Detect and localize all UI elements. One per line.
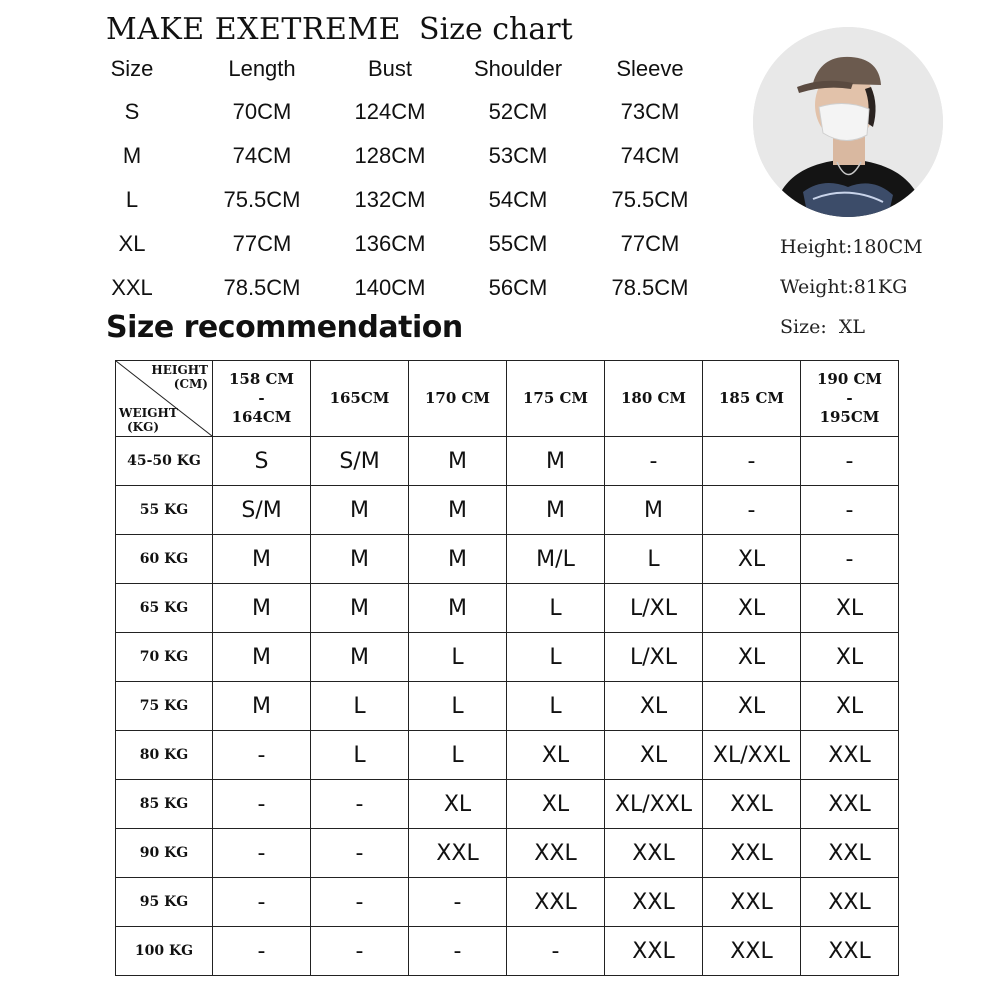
recommended-size-cell: M (213, 535, 311, 584)
size-chart-cell: 52CM (488, 99, 548, 124)
recommended-size-cell: - (801, 535, 899, 584)
recommended-size-cell: - (213, 731, 311, 780)
weight-row (116, 437, 899, 486)
recommended-size-cell: XXL (507, 878, 605, 927)
recommended-size-cell: XL (703, 584, 801, 633)
recommended-size-cell: XL/XXL (605, 780, 703, 829)
size-chart-header-size: Size (110, 56, 154, 81)
recommended-size-cell: M (213, 682, 311, 731)
weight-label: 100 KG (116, 927, 213, 976)
recommended-size-cell: XL (605, 731, 703, 780)
height-column-header: 175 CM (507, 361, 605, 437)
recommended-size-cell: L (507, 682, 605, 731)
recommended-size-cell: - (213, 829, 311, 878)
height-column-header: 165CM (311, 361, 409, 437)
weight-row (116, 878, 899, 927)
recommended-size-cell: S/M (311, 437, 409, 486)
recommended-size-cell: XL (507, 780, 605, 829)
corner-height-label: HEIGHT (CM) (151, 363, 208, 391)
recommended-size-cell: XL (507, 731, 605, 780)
recommended-size-cell: XL (703, 633, 801, 682)
height-column-header: 170 CM (409, 361, 507, 437)
recommended-size-cell: - (311, 829, 409, 878)
height-column-header: 185 CM (703, 361, 801, 437)
size-recommendation-table (115, 360, 899, 976)
weight-row (116, 535, 899, 584)
weight-label: 80 KG (116, 731, 213, 780)
size-chart-cell: 132CM (354, 187, 426, 212)
recommended-size-cell: XL (801, 682, 899, 731)
height-column-header: 190 CM - 195CM (801, 361, 899, 437)
weight-row (116, 780, 899, 829)
recommended-size-cell: - (703, 437, 801, 486)
recommended-size-cell: L/XL (605, 633, 703, 682)
recommended-size-cell: XL (605, 682, 703, 731)
weight-label: 55 KG (116, 486, 213, 535)
weight-label: 45-50 KG (116, 437, 213, 486)
weight-label: 85 KG (116, 780, 213, 829)
recommended-size-cell: M (507, 486, 605, 535)
recommended-size-cell: XXL (703, 829, 801, 878)
recommended-size-cell: XL (703, 682, 801, 731)
recommended-size-cell: XXL (801, 878, 899, 927)
weight-row (116, 927, 899, 976)
recommended-size-cell: XXL (605, 927, 703, 976)
recommended-size-cell: XL (703, 535, 801, 584)
recommended-size-cell: L (605, 535, 703, 584)
recommended-size-cell: L (409, 731, 507, 780)
recommended-size-cell: - (311, 878, 409, 927)
recommended-size-cell: XXL (703, 780, 801, 829)
weight-row (116, 584, 899, 633)
size-chart-cell: 124CM (354, 99, 426, 124)
recommended-size-cell: - (507, 927, 605, 976)
recommended-size-cell: XXL (507, 829, 605, 878)
recommended-size-cell: - (213, 878, 311, 927)
size-chart-cell: XL (118, 231, 146, 256)
recommended-size-cell: - (409, 927, 507, 976)
recommended-size-cell: L (507, 584, 605, 633)
size-chart-cell: 73CM (620, 99, 680, 124)
recommended-size-cell: - (311, 927, 409, 976)
size-chart-cell: L (125, 187, 139, 212)
model-weight: Weight:81KG (780, 276, 908, 298)
size-chart-cell: 128CM (354, 143, 426, 168)
weight-row (116, 682, 899, 731)
recommended-size-cell: - (311, 780, 409, 829)
recommended-size-cell: L (311, 682, 409, 731)
recommended-size-cell: XXL (605, 878, 703, 927)
recommended-size-cell: XXL (409, 829, 507, 878)
size-chart-cell: 140CM (354, 275, 426, 300)
size-chart-cell: 74CM (232, 143, 292, 168)
recommended-size-cell: M (409, 437, 507, 486)
recommended-size-cell: - (801, 486, 899, 535)
height-column-header: 158 CM - 164CM (213, 361, 311, 437)
size-chart-cell: 75.5CM (223, 187, 301, 212)
weight-label: 70 KG (116, 633, 213, 682)
model-size: Size: XL (780, 316, 865, 338)
size-chart-cell: 77CM (232, 231, 292, 256)
height-header-row (116, 361, 899, 437)
recommended-size-cell: S/M (213, 486, 311, 535)
size-chart-cell: XXL (111, 275, 153, 300)
weight-label: 90 KG (116, 829, 213, 878)
model-photo (753, 27, 943, 217)
recommended-size-cell: M (409, 486, 507, 535)
recommended-size-cell: M (507, 437, 605, 486)
corner-cell (116, 361, 213, 437)
size-chart-cell: 53CM (488, 143, 548, 168)
weight-label: 60 KG (116, 535, 213, 584)
size-chart-header-sleeve: Sleeve (616, 56, 684, 81)
recommended-size-cell: L (507, 633, 605, 682)
brand-name: MAKE EXETREME (106, 12, 402, 47)
size-chart-header-shoulder: Shoulder (473, 56, 563, 81)
weight-label: 65 KG (116, 584, 213, 633)
recommended-size-cell: XXL (703, 927, 801, 976)
recommended-size-cell: M (311, 584, 409, 633)
size-chart-cell: 56CM (488, 275, 548, 300)
weight-label: 95 KG (116, 878, 213, 927)
recommended-size-cell: XXL (801, 731, 899, 780)
recommended-size-cell: S (213, 437, 311, 486)
size-chart-cell: S (124, 99, 140, 124)
weight-row (116, 486, 899, 535)
size-chart-cell: 74CM (620, 143, 680, 168)
recommended-size-cell: M (409, 584, 507, 633)
recommended-size-cell: L (311, 731, 409, 780)
recommended-size-cell: M (311, 535, 409, 584)
size-chart-header-length: Length (228, 56, 296, 81)
weight-row (116, 633, 899, 682)
recommended-size-cell: XL (801, 633, 899, 682)
size-chart (0, 0, 720, 310)
chart-subtitle: Size chart (419, 12, 573, 47)
size-chart-cell: M (122, 143, 142, 168)
recommended-size-cell: L (409, 682, 507, 731)
weight-row (116, 829, 899, 878)
weight-row (116, 731, 899, 780)
recommended-size-cell: XL/XXL (703, 731, 801, 780)
size-chart-cell: 54CM (488, 187, 548, 212)
size-chart-cell: 75.5CM (611, 187, 689, 212)
recommended-size-cell: M (311, 633, 409, 682)
recommended-size-cell: - (213, 780, 311, 829)
size-chart-header-bust: Bust (367, 56, 413, 81)
size-chart-cell: 55CM (488, 231, 548, 256)
model-illustration (753, 27, 943, 217)
size-chart-cell: 78.5CM (611, 275, 689, 300)
recommended-size-cell: - (801, 437, 899, 486)
size-chart-cell: 78.5CM (223, 275, 301, 300)
recommended-size-cell: L (409, 633, 507, 682)
recommended-size-cell: M (409, 535, 507, 584)
recommended-size-cell: M (311, 486, 409, 535)
recommended-size-cell: XXL (703, 878, 801, 927)
recommended-size-cell: L/XL (605, 584, 703, 633)
corner-weight-label: WEIGHT (KG) (119, 406, 178, 434)
model-height: Height:180CM (780, 236, 923, 258)
recommended-size-cell: XL (801, 584, 899, 633)
recommended-size-cell: XL (409, 780, 507, 829)
recommended-size-cell: XXL (801, 927, 899, 976)
recommended-size-cell: M (605, 486, 703, 535)
recommended-size-cell: - (605, 437, 703, 486)
recommendation-title: Size recommendation (106, 310, 463, 345)
recommended-size-cell: XXL (801, 780, 899, 829)
recommended-size-cell: XXL (801, 829, 899, 878)
recommended-size-cell: - (213, 927, 311, 976)
recommended-size-cell: XXL (605, 829, 703, 878)
size-chart-cell: 77CM (620, 231, 680, 256)
recommended-size-cell: M/L (507, 535, 605, 584)
recommended-size-cell: - (703, 486, 801, 535)
recommended-size-cell: M (213, 584, 311, 633)
recommended-size-cell: - (409, 878, 507, 927)
size-chart-cell: 70CM (232, 99, 292, 124)
recommended-size-cell: M (213, 633, 311, 682)
size-chart-cell: 136CM (354, 231, 426, 256)
height-column-header: 180 CM (605, 361, 703, 437)
weight-label: 75 KG (116, 682, 213, 731)
